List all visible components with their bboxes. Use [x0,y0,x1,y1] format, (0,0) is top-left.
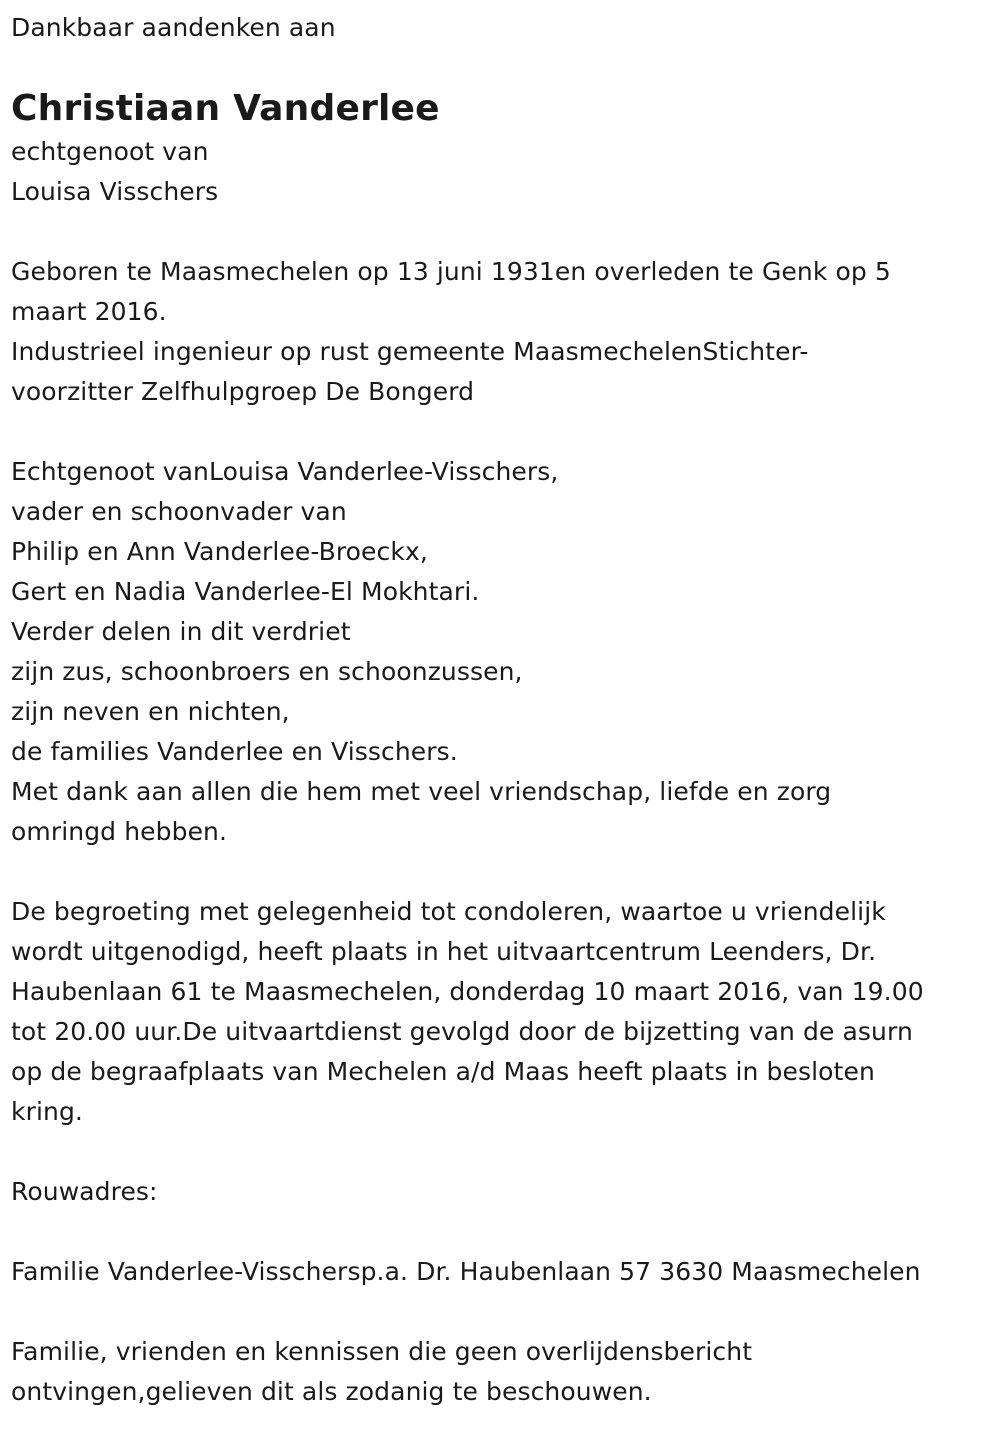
biography-line: voorzitter Zelfhulpgroep De Bongerd [11,377,475,406]
spacer [11,212,988,252]
biography-line: maart 2016. [11,297,167,326]
biography-section [11,252,988,412]
family-line: Met dank aan allen die hem met veel vriendschap, liefde en zorg [11,777,832,806]
closing-line: Familie, vrienden en kennissen die geen overlijdensbericht [11,1337,753,1366]
mourning-address: Familie Vanderlee-Visschersp.a. Dr. Haubenlaan 57 3630 Maasmechelen [11,1257,921,1286]
spacer [11,1212,988,1252]
closing-section [11,1332,988,1412]
ceremony-line: tot 20.00 uur.De uitvaartdienst gevolgd door de bijzetting van de asurn [11,1017,913,1046]
ceremony-line: kring. [11,1097,83,1126]
family-line: zijn neven en nichten, [11,697,290,726]
family-line: omringd hebben. [11,817,228,846]
family-line: de families Vanderlee en Visschers. [11,737,458,766]
spouse-line: Louisa Visschers [11,177,219,206]
family-section [11,452,988,852]
family-line: Philip en Ann Vanderlee-Broeckx, [11,537,428,566]
biography-line: Industrieel ingenieur op rust gemeente MaasmechelenStichter- [11,337,809,366]
family-line: Verder delen in dit verdriet [11,617,351,646]
spacer [11,412,988,452]
family-line: zijn zus, schoonbroers en schoonzussen, [11,657,523,686]
ceremony-line: Haubenlaan 61 te Maasmechelen, donderdag 10 maart 2016, van 19.00 [11,977,924,1006]
biography-line: Geboren te Maasmechelen op 13 juni 1931en overleden te Genk op 5 [11,257,891,286]
spouse-line: echtgenoot van [11,137,209,166]
intro-text: Dankbaar aandenken aan [11,13,336,42]
family-line: Echtgenoot vanLouisa Vanderlee-Visschers, [11,457,559,486]
ceremony-section [11,892,988,1132]
ceremony-line: op de begraafplaats van Mechelen a/d Maas heeft plaats in besloten [11,1057,875,1086]
family-line: vader en schoonvader van [11,497,347,526]
ceremony-line: wordt uitgenodigd, heeft plaats in het uitvaartcentrum Leenders, Dr. [11,937,877,966]
mourning-address-label: Rouwadres: [11,1177,158,1206]
spacer [11,852,988,892]
closing-line: ontvingen,gelieven dit als zodanig te beschouwen. [11,1377,652,1406]
deceased-name: Christiaan Vanderlee [11,88,440,129]
spouse-section [11,132,988,212]
spacer [11,1132,988,1172]
spacer [11,1292,988,1332]
family-line: Gert en Nadia Vanderlee-El Mokhtari. [11,577,480,606]
ceremony-line: De begroeting met gelegenheid tot condoleren, waartoe u vriendelijk [11,897,886,926]
